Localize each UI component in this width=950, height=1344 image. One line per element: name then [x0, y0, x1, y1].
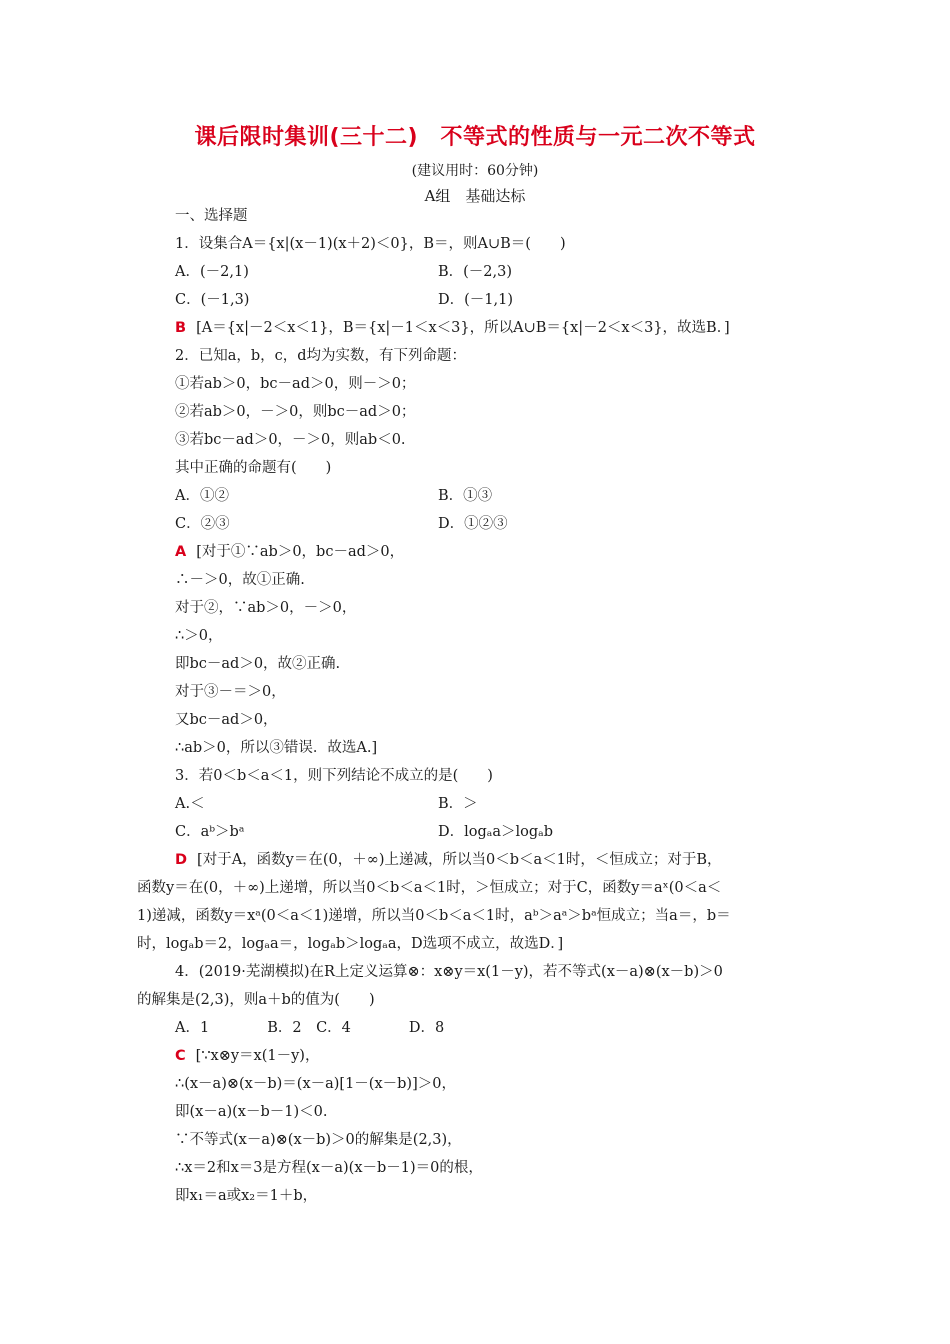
q1-option-c: C．(－1,3) [175, 292, 250, 308]
q1-solution [175, 318, 730, 338]
page-title: 课后限时集训(三十二) 不等式的性质与一元二次不等式 [194, 125, 756, 150]
suggested-time: (建议用时：60分钟) [411, 163, 539, 179]
q4-solution [175, 1046, 319, 1066]
q3-explanation-line: 1)递减，函数y＝xᵃ(0＜a＜1)递增，所以当0＜b＜a＜1时，aᵇ＞aᵃ＞bᵃ恒成立；当a＝，b＝ [137, 908, 731, 924]
q2-proposition-1: ①若ab＞0，bc－ad＞0，则－＞0； [175, 376, 416, 392]
q2-stem: 2．已知a，b，c，d均为实数，有下列命题： [175, 348, 467, 364]
section-heading: 一、选择题 [175, 208, 248, 224]
q4-explanation-line: ∴x＝2和x＝3是方程(x－a)(x－b－1)＝0的根， [175, 1160, 483, 1176]
q1-option-a: A．(－2,1) [175, 264, 249, 280]
q1-stem: 1．设集合A＝{x|(x－1)(x＋2)＜0}，B＝，则A∪B＝( ) [175, 236, 566, 252]
q4-explanation-line: 即x₁＝a或x₂＝1＋b， [175, 1188, 318, 1204]
q2-option-c: C．②③ [175, 516, 230, 532]
q3-explanation-line: 函数y＝在(0，＋∞)上递增，所以当0＜b＜a＜1时，＞恒成立；对于C，函数y＝aˣ(0＜a＜ [137, 880, 722, 896]
q2-solution [175, 542, 404, 562]
q1-answer: B [175, 320, 187, 336]
q4-answer: C [175, 1048, 186, 1064]
q2-proposition-2: ②若ab＞0，－＞0，则bc－ad＞0； [175, 404, 416, 420]
q3-explanation-line: 时，logₐb＝2，logₐa＝，logₐb＞logₐa，D选项不成立，故选D．] [137, 936, 564, 952]
q4-explanation-line: ∴(x－a)⊗(x－b)＝(x－a)[1－(x－b)]＞0， [175, 1076, 456, 1092]
q4-options: A．1 B．2 C．4 D．8 [175, 1020, 445, 1036]
q4-stem-cont: 的解集是(2,3)，则a＋b的值为( ) [137, 992, 375, 1008]
q2-proposition-3: ③若bc－ad＞0，－＞0，则ab＜0. [175, 432, 406, 448]
group-heading: A组 基础达标 [424, 187, 526, 205]
q3-option-b: B．＞ [438, 796, 478, 812]
q4-stem: 4．(2019·芜湖模拟)在R上定义运算⊗：x⊗y＝x(1－y)，若不等式(x－a)⊗(x－b)＞0 [175, 964, 723, 980]
q2-question: 其中正确的命题有( ) [175, 460, 332, 476]
q2-explanation-line: 又bc－ad＞0， [175, 712, 278, 728]
q2-explanation-line: 对于②，∵ab＞0，－＞0， [175, 600, 357, 616]
q2-explanation-line: ∴＞0， [175, 628, 223, 644]
q2-answer: A [175, 544, 187, 560]
q1-explanation: [A＝{x|－2＜x＜1}，B＝{x|－1＜x＜3}，所以A∪B＝{x|－2＜x＜3}，故选B．] [196, 320, 730, 336]
q2-option-a: A．①② [175, 488, 229, 504]
q3-answer: D [175, 852, 188, 868]
q3-stem: 3．若0＜b＜a＜1，则下列结论不成立的是( ) [175, 768, 493, 784]
q4-explanation-line: ∵不等式(x－a)⊗(x－b)＞0的解集是(2,3)， [175, 1132, 462, 1148]
q2-option-d: D．①②③ [438, 516, 508, 532]
q2-explanation-line: ∴－＞0，故①正确. [175, 572, 305, 588]
q2-option-b: B．①③ [438, 488, 493, 504]
q2-explanation-line: ∴ab＞0，所以③错误．故选A.] [175, 740, 378, 756]
q1-option-b: B．(－2,3) [438, 264, 513, 280]
q3-explanation-line: [对于A，函数y＝在(0，＋∞)上递减，所以当0＜b＜a＜1时，＜恒成立；对于B， [197, 852, 722, 868]
q4-explanation-line: [∵x⊗y＝x(1－y)， [195, 1048, 320, 1064]
q2-explanation-line: 对于③－＝＞0， [175, 684, 286, 700]
q3-option-c: C．aᵇ＞bᵃ [175, 824, 245, 840]
q3-solution [175, 850, 722, 870]
q1-option-d: D．(－1,1) [438, 292, 513, 308]
q3-option-d: D．logₐa＞logₐb [438, 824, 554, 840]
q3-option-a: A.＜ [175, 796, 205, 812]
q2-explanation-line: [对于①∵ab＞0，bc－ad＞0， [196, 544, 405, 560]
q2-explanation-line: 即bc－ad＞0，故②正确. [175, 656, 341, 672]
q4-explanation-line: 即(x－a)(x－b－1)＜0. [175, 1104, 328, 1120]
